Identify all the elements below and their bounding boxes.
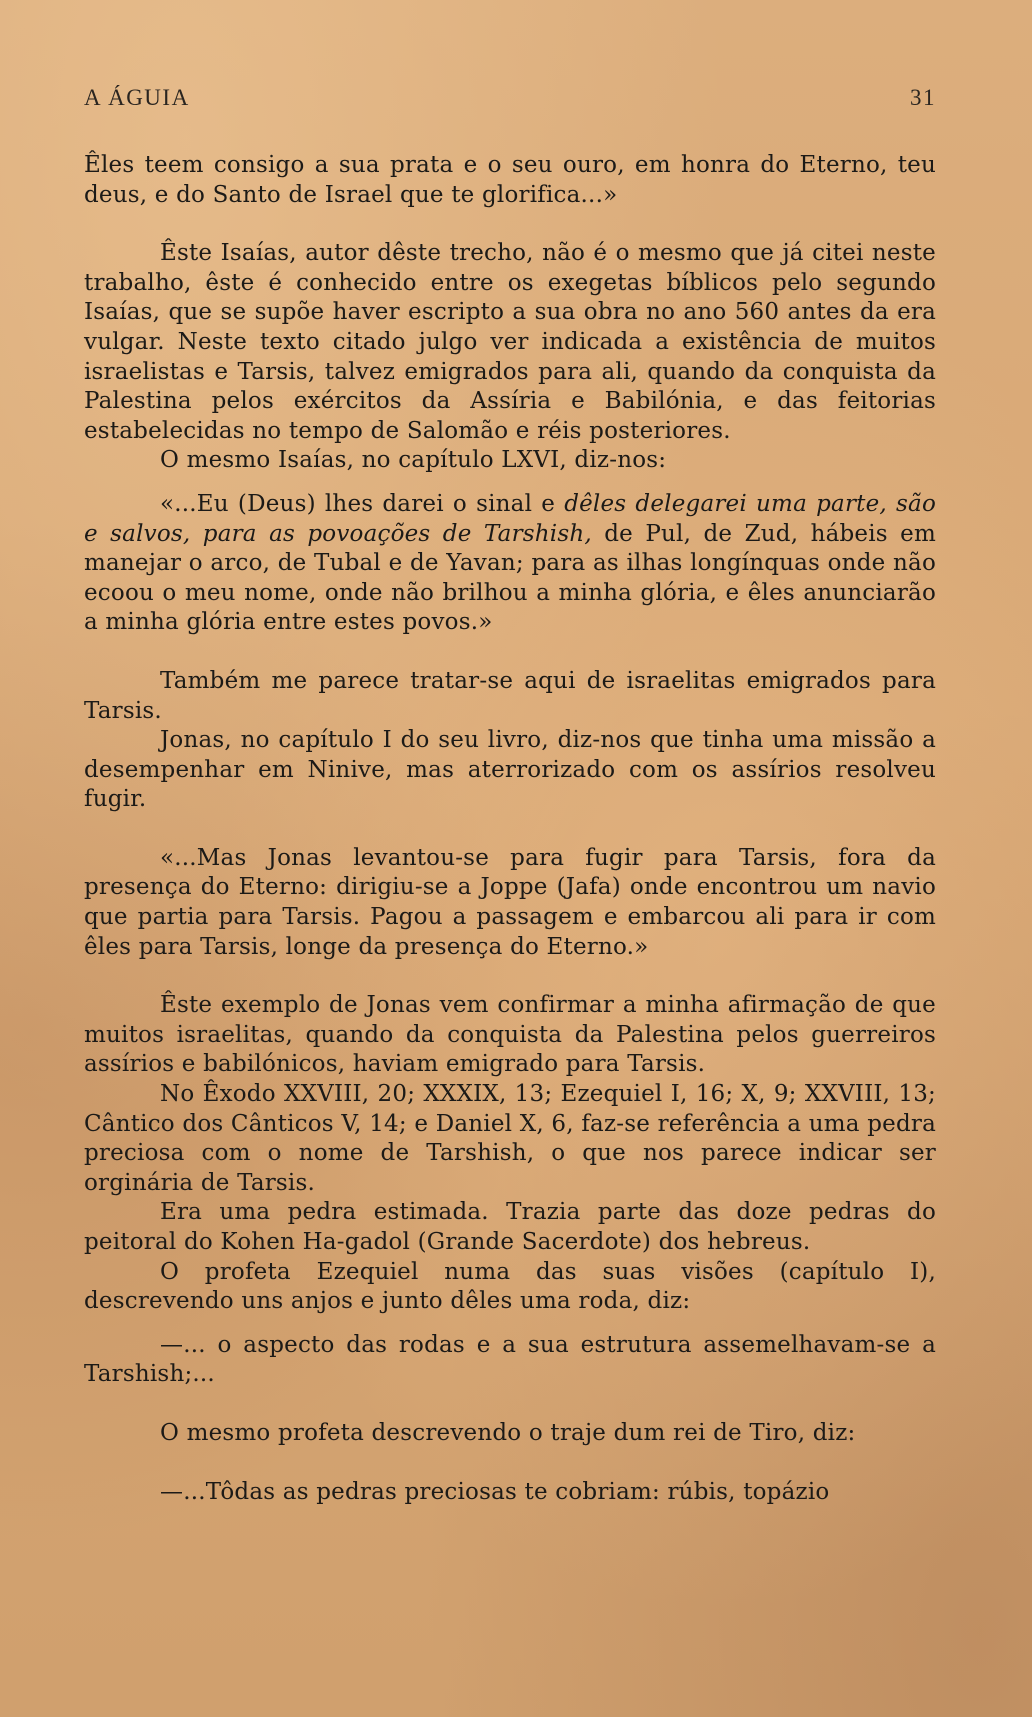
quote-ezequiel-rodas: —... o aspecto das rodas e a sua estrutura assemelhavam-se a Tarshish;...	[84, 1331, 936, 1388]
paragraph-tarsis: Também me parece tratar-se aqui de israelitas emigrados para Tarsis.	[84, 667, 936, 724]
paragraph-exemplo: Êste exemplo de Jonas vem confirmar a minha afirmação de que muitos israelitas, quando da conquista da Palestina pelos guerreiros assírios e babilónicos, haviam emigrado para Tarsis.	[84, 992, 936, 1078]
paragraph-exodo: No Êxodo XXVIII, 20; XXXIX, 13; Ezequiel I, 16; X, 9; XXVIII, 13; Cântico dos Cânticos V, 14; e Daniel X, 6, faz-se referência a uma pedra preciosa com o nome de Tarshish, o que nos parece indicar ser orginária de Tarsis.	[84, 1081, 936, 1196]
running-header	[84, 85, 936, 115]
paragraph-continuation: Êles teem consigo a sua prata e o seu ouro, em honra do Eterno, teu deus, e do Santo de Israel que te glorifica...»	[84, 152, 936, 208]
body-text	[84, 151, 936, 1507]
quote-jonas: «...Mas Jonas levantou-se para fugir para Tarsis, fora da presença do Eterno: dirigiu-se a Joppe (Jafa) onde encontrou um navio que partia para Tarsis. Pagou a passagem e embarcou ali para ir com êles para Tarsis, longe da presença do Eterno.»	[84, 844, 936, 960]
quote-isaias-start: «...Eu (Deus) lhes darei o sinal e	[160, 490, 565, 517]
paragraph-pedra: Era uma pedra estimada. Trazia parte das doze pedras do peitoral do Kohen Ha-gadol (Grande Sacerdote) dos hebreus.	[84, 1199, 936, 1255]
paragraph-isaias: Êste Isaías, autor dêste trecho, não é o mesmo que já citei neste trabalho, êste é conhecido entre os exegetas bíblicos pelo segundo Isaías, que se supõe haver escripto a sua obra no ano 560 antes da era vulgar. Neste texto citado julgo ver indicada a existência de muitos israelistas e Tarsis, talvez emigrados para ali, quando da conquista da Palestina pelos exércitos da Assíria e Babilónia, e das feitorias estabelecidas no tempo de Salomão e réis posteriores.	[84, 240, 936, 444]
paragraph-jonas: Jonas, no capítulo I do seu livro, diz-nos que tinha uma missão a desempenhar em Ninive, mas aterrorizado com os assírios resolveu fugir.	[84, 727, 936, 813]
paragraph-rei-tiro: O mesmo profeta descrevendo o traje dum rei de Tiro, diz:	[160, 1419, 856, 1446]
running-title: A ÁGUIA	[84, 85, 190, 110]
quote-isaias	[84, 490, 936, 638]
page-number: 31	[910, 85, 936, 110]
paragraph-isaias-lxvi: O mesmo Isaías, no capítulo LXVI, diz-nos:	[160, 447, 667, 474]
quote-isaias-end: de Pul, de Zud, hábeis em manejar o arco, de Tubal e de Yavan; para as ilhas longínquas onde não ecoou o meu nome, onde não brilhou a minha glória, e êles anunciarão a minha glória entre estes povos.»	[84, 520, 936, 636]
paragraph-ezequiel: O profeta Ezequiel numa das suas visões (capítulo I), descrevendo uns anjos e junto dêles uma roda, diz:	[84, 1258, 936, 1315]
quote-isaias-italic: dêles delegarei uma parte, são e salvos, para as povoações de Tarshish,	[84, 490, 936, 547]
quote-pedras-preciosas: —...Tôdas as pedras preciosas te cobriam: rúbis, topázio	[160, 1478, 830, 1505]
